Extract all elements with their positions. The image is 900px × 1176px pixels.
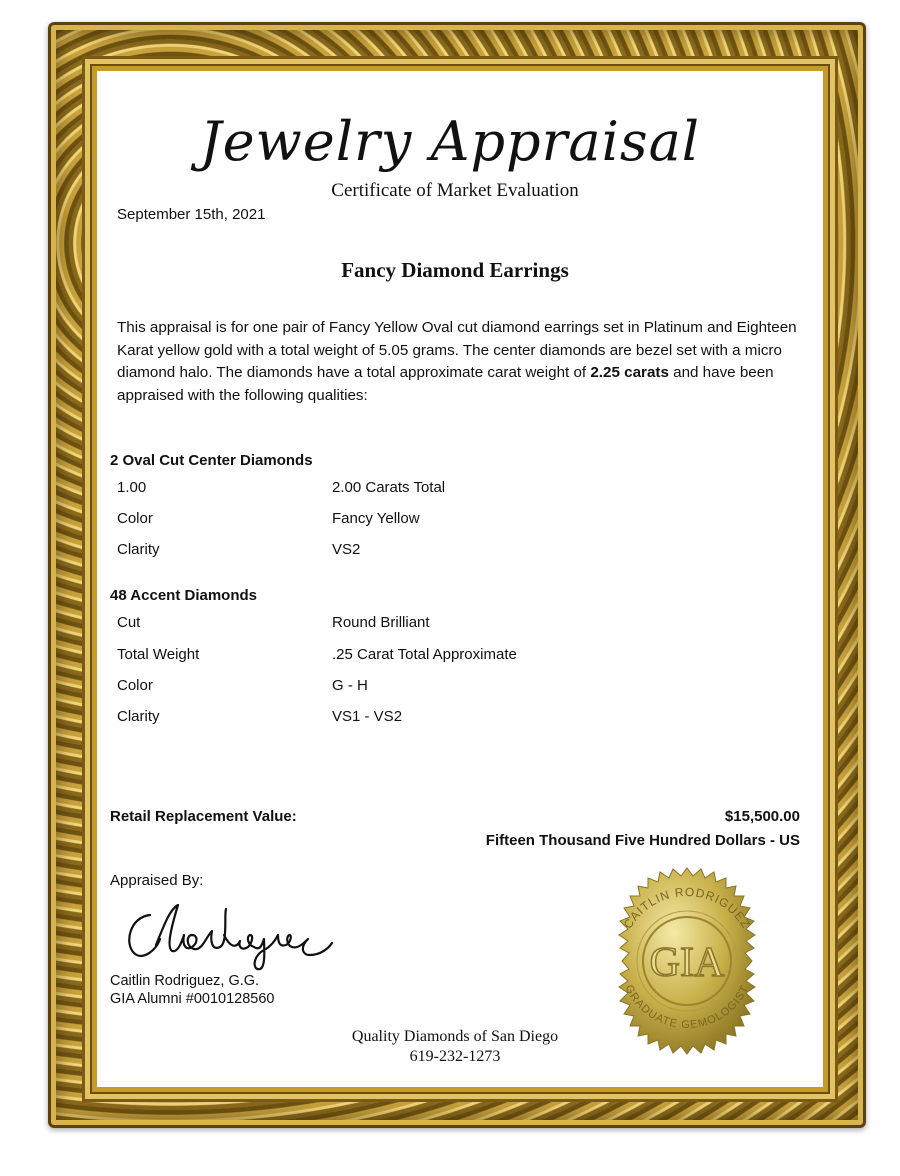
retail-value-words: Fifteen Thousand Five Hundred Dollars - US [485, 832, 800, 849]
certificate-title: Jewelry Appraisal [199, 110, 701, 173]
row-label: Cut [117, 614, 141, 631]
accent-diamond-row [0, 646, 900, 670]
row-label: Clarity [117, 541, 160, 558]
row-value: G - H [332, 677, 368, 694]
row-value: VS1 - VS2 [332, 708, 403, 725]
seal-ring-top: CAITLIN RODRIGUEZ [620, 884, 754, 932]
appraiser-credential: GIA Alumni #0010128560 [110, 991, 275, 1007]
center-diamonds-heading: 2 Oval Cut Center Diamonds [110, 452, 313, 469]
accent-diamond-row [0, 708, 900, 732]
item-description [117, 317, 807, 407]
row-label: 1.00 [117, 479, 147, 496]
appraiser-info [110, 972, 274, 1008]
row-label: Clarity [117, 708, 160, 725]
company-name: Quality Diamonds of San Diego [351, 1028, 559, 1045]
seal-ring-bottom: GRADUATE GEMOLOGIST [622, 983, 752, 1032]
description-text: This appraisal is for one pair of Fancy Yellow Oval cut diamond earrings set in Platinum and Eighteen Karat yellow gold with a total weight of 5.05 grams. The center diamonds are bezel set with a micro diamond halo. The diamonds have a total approximate carat weight of [117, 319, 797, 381]
handwritten-signature [120, 895, 335, 980]
row-value: 2.00 Carats Total [332, 479, 446, 496]
description-carat-weight: 2.25 carats [590, 364, 669, 381]
row-value: Fancy Yellow [332, 510, 420, 527]
accent-diamond-row [0, 614, 900, 638]
row-value: .25 Carat Total Approximate [332, 646, 517, 663]
description-text-end: and have been appraised with the following qualities: [117, 364, 774, 404]
center-diamond-row [0, 479, 900, 503]
seal-center-text: GIA [649, 940, 725, 986]
row-value: Round Brilliant [332, 614, 430, 631]
row-label: Color [117, 677, 153, 694]
item-heading: Fancy Diamond Earrings [341, 258, 569, 282]
appraiser-name: Caitlin Rodriguez, G.G. [110, 973, 260, 989]
retail-value-amount: $15,500.00 [724, 808, 800, 825]
company-phone: 619-232-1273 [409, 1048, 501, 1065]
center-diamond-row [0, 541, 900, 565]
center-diamond-row [0, 510, 900, 534]
gia-seal [592, 866, 782, 1056]
certificate-subtitle: Certificate of Market Evaluation [331, 180, 579, 201]
row-label: Color [117, 510, 153, 527]
retail-value-label: Retail Replacement Value: [110, 808, 297, 825]
appraisal-date: September 15th, 2021 [117, 206, 266, 223]
accent-diamonds-heading: 48 Accent Diamonds [110, 587, 257, 604]
row-label: Total Weight [117, 646, 200, 663]
row-value: VS2 [332, 541, 361, 558]
accent-diamond-row [0, 677, 900, 701]
appraised-by-label: Appraised By: [110, 872, 204, 889]
